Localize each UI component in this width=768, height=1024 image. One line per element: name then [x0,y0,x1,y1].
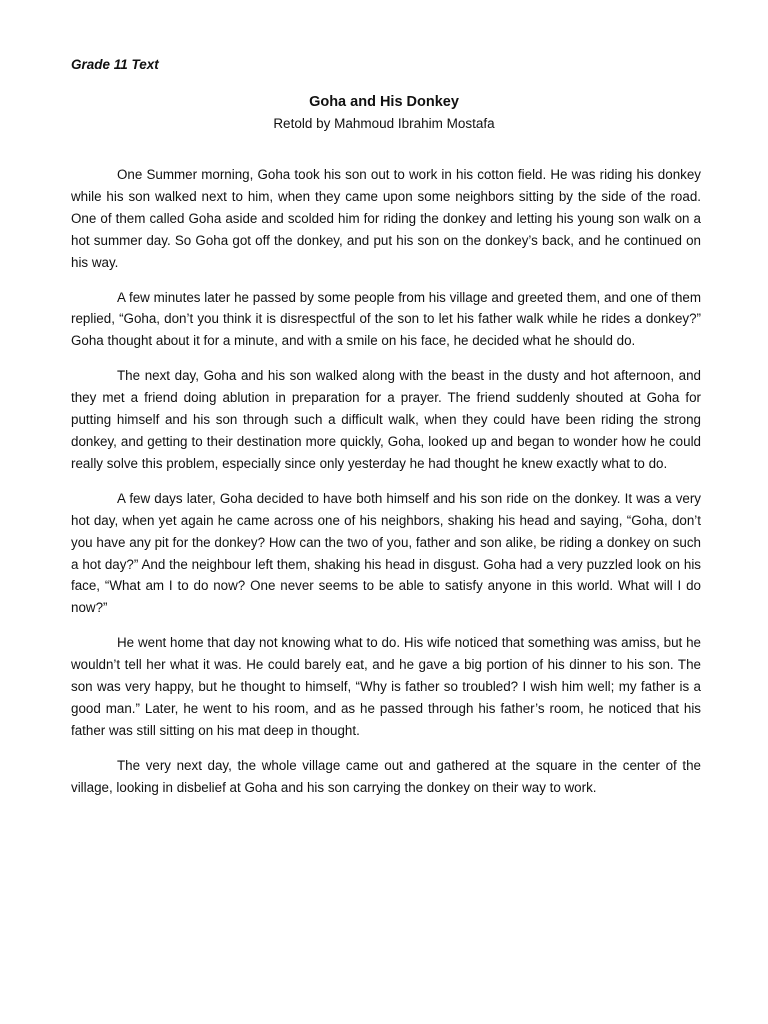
paragraph-5: He went home that day not knowing what to do. His wife noticed that something was amiss, but he wouldn’t tell her what it was. He could barely eat, and he gave a big portion of his dinner to his son. The son was very happy, but he thought to himself, “Why is father so troubled? I wish him well; my father is a good man.” Later, he went to his room, and as he passed through his father’s room, he noticed that his father was still sitting on his mat deep in thought. [71,635,701,738]
paragraph-1: One Summer morning, Goha took his son out to work in his cotton field. He was riding his donkey while his son walked next to him, when they came upon some neighbors sitting by the side of the road. One of them called Goha aside and scolded him for riding the donkey and letting his young son walk on a hot summer day. So Goha got off the donkey, and put his son on the donkey’s back, and he continued on his way. [71,167,701,270]
paragraph-2: A few minutes later he passed by some people from his village and greeted them, and one of them replied, “Goha, don’t you think it is disrespectful of the son to let his father walk while he rides a donkey?” Goha thought about it for a minute, and with a smile on his face, he decided what he should do. [71,289,701,349]
paragraph-4: A few days later, Goha decided to have both himself and his son ride on the donkey. It was a very hot day, when yet again he came across one of his neighbors, shaking his head and saying, “Goha, don’t you have any pit for the donkey? How can the two of you, father and son alike, be riding a donkey on such a hot day?” And the neighbour left them, shaking his head in disgust. Goha had a very puzzled look on his face, “What am I to do now? One never seems to be able to satisfy anyone in this world. What will I do now?” [71,490,701,616]
document-title: Goha and His Donkey [309,94,459,110]
title-block [0,93,768,133]
paragraph-3: The next day, Goha and his son walked along with the beast in the dusty and hot afternoon, and they met a friend doing ablution in preparation for a prayer. The friend suddenly shouted at Goha for putting himself and his son through such a difficult walk, when they could have been riding the strong donkey, and getting to their destination more quickly, Goha, looked up and began to wonder how he could really solve this problem, especially since only yesterday he had thought he knew exactly what to do. [71,368,701,471]
story-body [71,164,701,812]
grade-label: Grade 11 Text [71,57,159,72]
paragraph-6: The very next day, the whole village came out and gathered at the square in the center of the village, looking in disbelief at Goha and his son carrying the donkey on their way to work. [71,757,701,795]
document-subtitle: Retold by Mahmoud Ibrahim Mostafa [273,116,495,131]
